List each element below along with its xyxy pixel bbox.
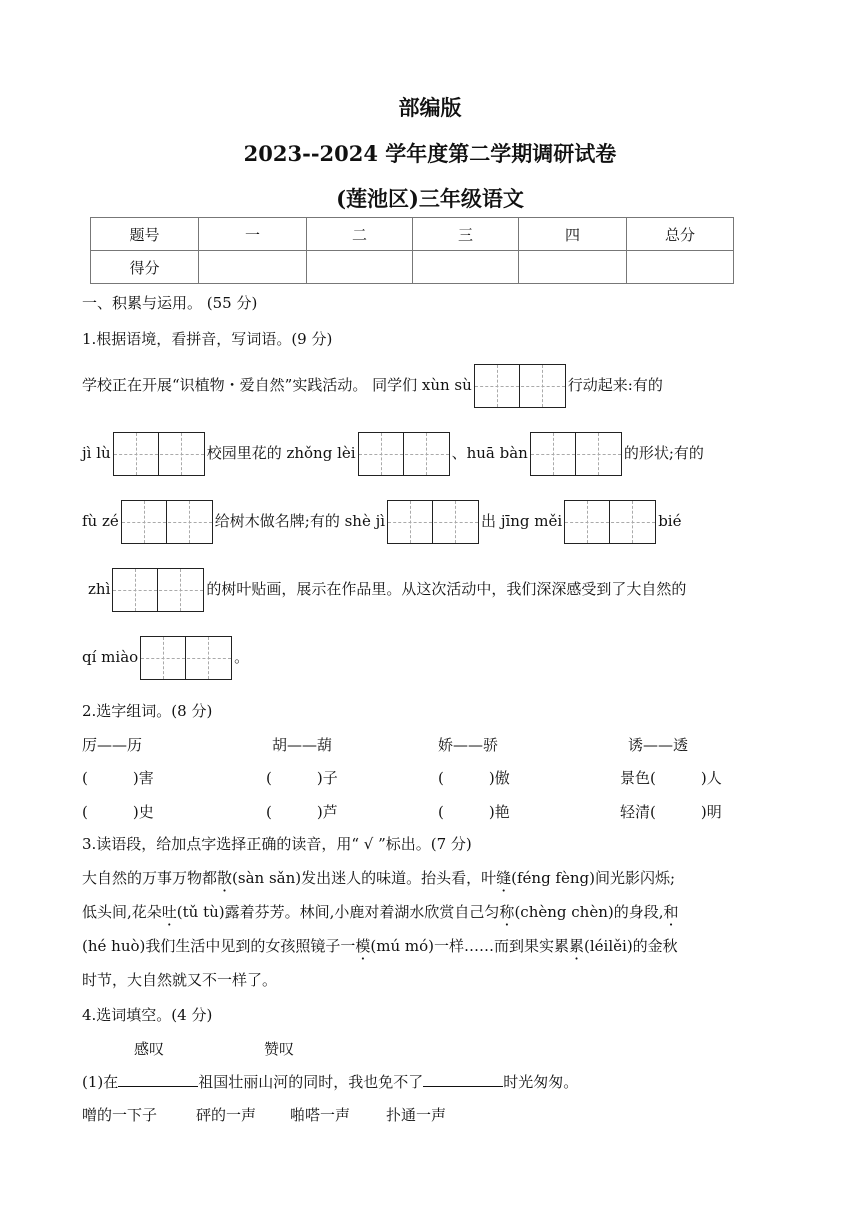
tianzige-box[interactable] [387,500,479,544]
section-heading: 一、积累与运用。 (55 分) [82,294,258,312]
dotted-char: 散 [217,869,233,887]
q4-text: 时光匆匆。 [503,1073,579,1091]
q2-pair: 胡——葫 [272,736,333,754]
question-title: 1.根据语境，看拼音，写词语。(9 分) [82,330,333,348]
table-cell: 三 [413,218,519,251]
q2-blank[interactable]: ( )傲 [438,769,510,787]
q3-text: 低头间,花朵 [82,903,162,921]
q3-text: (féng fèng)间光影闪烁; [511,869,676,887]
q3-text: 大自然的万事万物都 [82,869,218,887]
q2-blank[interactable]: ( )史 [82,803,154,821]
table-cell [307,251,413,284]
score-table [90,217,734,284]
question-title: 3.读语段，给加点字选择正确的读音，用“ √ ”标出。(7 分) [82,835,472,853]
q3-text: (tǔ tù)露着芬芳。林间,小鹿对着湖水欣赏自己匀 [176,903,500,921]
q1-text: 的树叶贴画，展示在作品里。从这次活动中，我们深深感受到了大自然的 [206,580,687,598]
word-option: 砰的一声 [196,1106,257,1124]
q1-text: jì lù [82,444,111,462]
q2-blank[interactable]: ( )害 [82,769,154,787]
q3-paragraph-line [82,935,678,956]
table-cell [627,251,734,284]
q4-sentence [82,1071,578,1092]
tianzige-box[interactable] [530,432,622,476]
score-table-score-row [91,251,734,284]
q3-text: (sàn sǎn)发出迷人的味道。抬头看，叶 [232,869,497,887]
dotted-char: 累 [569,937,585,955]
word-option: 赞叹 [264,1040,295,1058]
table-cell: 得分 [91,251,199,284]
q1-text: 学校正在开展“识植物・爱自然”实践活动。 同学们 xùn sù [82,376,472,394]
q2-blank[interactable]: 轻清( )明 [620,803,722,821]
q1-line-2 [82,432,704,476]
tianzige-box[interactable] [474,364,566,408]
q3-text: (mú mó)一样……而到果实累 [370,937,570,955]
q3-paragraph-line [82,867,675,888]
tianzige-box[interactable] [358,432,450,476]
table-cell: 总分 [627,218,734,251]
edition-label: 部编版 [398,95,462,120]
word-option: 感叹 [134,1040,165,1058]
word-option: 扑通一声 [386,1106,447,1124]
fill-blank[interactable] [423,1072,503,1087]
q3-text: (léilěi)的金秋 [584,937,678,955]
dotted-char: 和 [663,903,679,921]
q1-line-5 [82,636,249,680]
dotted-char: 称 [499,903,515,921]
fill-blank[interactable] [118,1072,198,1087]
score-table-header-row [91,218,734,251]
q1-text: 。 [234,648,250,666]
q1-text: zhì [88,580,111,598]
q1-text: 校园里花的 zhǒng lèi [206,444,356,462]
exam-term-title: 2023--2024 学年度第二学期调研试卷 [243,141,617,166]
q1-text: qí miào [82,648,139,666]
q2-pair: 厉——历 [82,736,143,754]
q3-text: (hé huò)我们生活中见到的女孩照镜子一 [82,937,356,955]
dotted-char: 吐 [161,903,177,921]
q1-text: fù zé [82,512,119,530]
question-title: 4.选词填空。(4 分) [82,1006,213,1024]
tianzige-box[interactable] [112,568,204,612]
question-title: 2.选字组词。(8 分) [82,702,213,720]
dotted-char: 模 [355,937,371,955]
q1-line-4 [88,568,686,612]
q1-text: 给树木做名牌;有的 shè jì [214,512,386,530]
table-cell [199,251,307,284]
table-cell: 一 [199,218,307,251]
q1-line-1 [82,364,663,408]
table-cell: 四 [519,218,627,251]
q2-pair: 诱——透 [628,736,689,754]
tianzige-box[interactable] [113,432,205,476]
exam-subject-title: (莲池区)三年级语文 [336,186,524,211]
q1-text: 的形状;有的 [623,444,704,462]
q3-paragraph-line [82,901,679,922]
table-cell: 二 [307,218,413,251]
table-cell [413,251,519,284]
q1-text: bié [658,512,682,530]
q2-blank[interactable]: ( )芦 [266,803,338,821]
word-option: 啪嗒一声 [290,1106,351,1124]
dotted-char: 缝 [496,869,512,887]
q2-blank[interactable]: ( )艳 [438,803,510,821]
q2-pair: 娇——骄 [438,736,499,754]
table-cell: 题号 [91,218,199,251]
tianzige-box[interactable] [140,636,232,680]
q1-text: 出 jīng měi [481,512,563,530]
q3-text: (chèng chèn)的身段, [514,903,664,921]
q4-text: 祖国壮丽山河的同时，我也免不了 [198,1073,424,1091]
table-cell [519,251,627,284]
q1-text: 行动起来:有的 [567,376,663,394]
q1-line-3 [82,500,681,544]
q4-text: (1)在 [82,1073,119,1091]
tianzige-box[interactable] [121,500,213,544]
q3-paragraph-line: 时节，大自然就又不一样了。 [82,971,278,989]
q1-text: 、huā bàn [451,444,528,462]
q2-blank[interactable]: 景色( )人 [620,769,722,787]
word-option: 噌的一下子 [82,1106,158,1124]
q2-blank[interactable]: ( )子 [266,769,338,787]
tianzige-box[interactable] [564,500,656,544]
